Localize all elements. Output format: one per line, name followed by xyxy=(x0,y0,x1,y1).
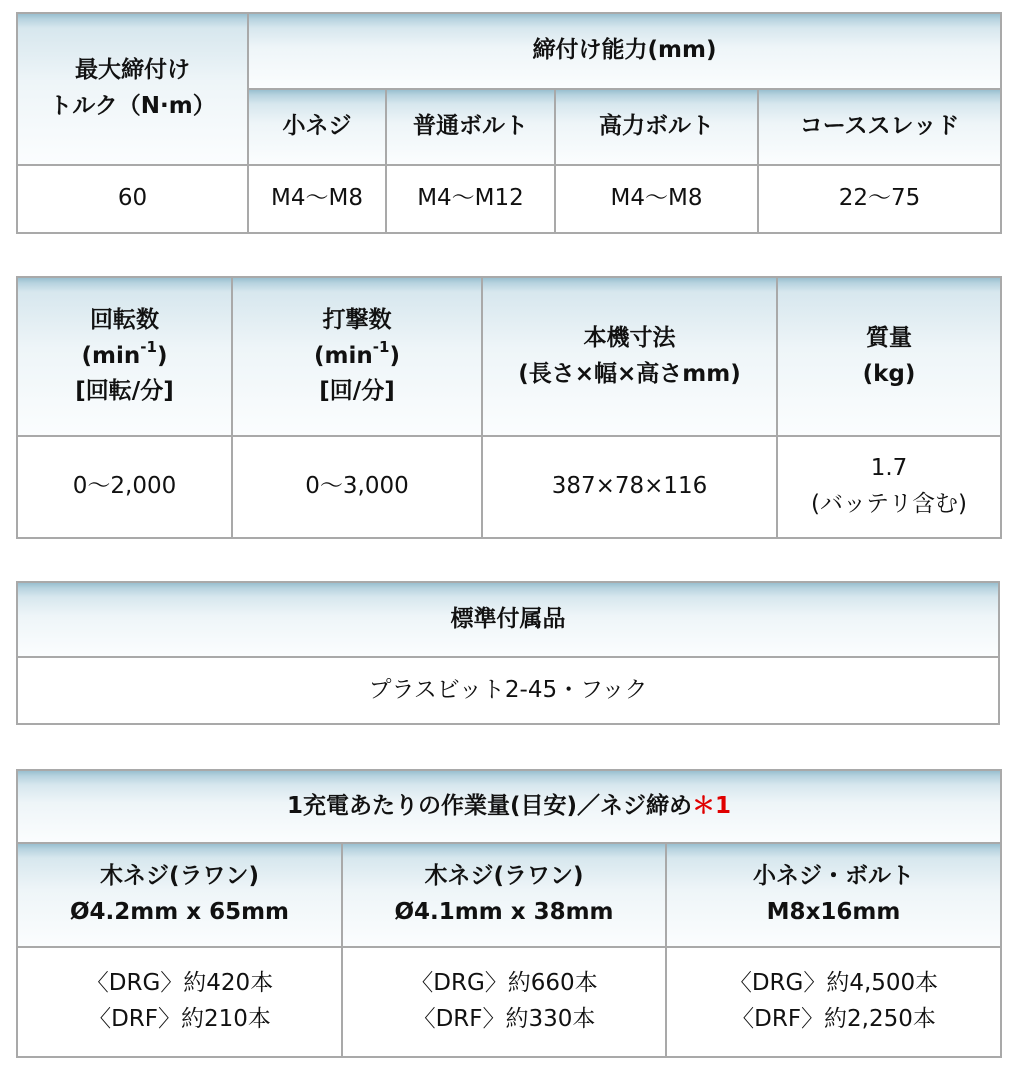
impact-rate-unit-sup: -1 xyxy=(372,338,390,357)
impact-rate-header-unit xyxy=(233,339,481,375)
work-per-charge-title xyxy=(17,770,1001,843)
wood-screw-65-header-line1: 木ネジ(ラワン) xyxy=(99,863,260,890)
work-per-charge-table xyxy=(16,769,1002,1058)
wood-screw-65-header-line2: Ø4.2mm x 65mm xyxy=(69,899,290,925)
wood-screw-65-drf: 〈DRF〉約210本 xyxy=(88,1006,271,1032)
rotation-speed-header-line1: 回転数 xyxy=(90,307,159,334)
machine-screw-bolt-drf: 〈DRF〉約2,250本 xyxy=(731,1006,936,1032)
mass-value xyxy=(777,436,1001,538)
max-torque-value: 60 xyxy=(17,165,248,233)
machine-screw-bolt-header-line1: 小ネジ・ボルト xyxy=(753,863,915,890)
accessories-header: 標準付属品 xyxy=(17,582,999,657)
rotation-speed-header-unit xyxy=(18,339,231,375)
rotation-speed-unit-suffix: ) xyxy=(156,342,168,369)
small-screw-value: M4〜M8 xyxy=(248,165,386,233)
high-strength-bolt-value: M4〜M8 xyxy=(555,165,758,233)
wood-screw-38-drg: 〈DRG〉約660本 xyxy=(410,970,598,997)
impact-rate-value: 0〜3,000 xyxy=(232,436,482,538)
impact-rate-header xyxy=(232,277,482,436)
machine-screw-bolt-header-line2: M8x16mm xyxy=(766,899,901,925)
work-per-charge-title-text: 1充電あたりの作業量(目安)／ネジ締め xyxy=(286,792,693,819)
rotation-speed-unit-prefix: (min xyxy=(81,342,141,369)
wood-screw-65-header xyxy=(17,843,342,947)
impact-rate-header-line1: 打撃数 xyxy=(322,307,392,334)
rotation-speed-header xyxy=(17,277,232,436)
fastening-capacity-table xyxy=(16,12,1002,234)
wood-screw-38-header-line2: Ø4.1mm x 38mm xyxy=(394,899,614,925)
wood-screw-38-header xyxy=(342,843,666,947)
dimensions-value: 387×78×116 xyxy=(482,436,777,538)
high-strength-bolt-header: 高力ボルト xyxy=(555,89,758,165)
mass-value-line2: (バッテリ含む) xyxy=(811,491,967,517)
impact-rate-unit-suffix: ) xyxy=(389,342,400,369)
coarse-thread-value: 22〜75 xyxy=(758,165,1001,233)
small-screw-header: 小ネジ xyxy=(248,89,386,165)
dimensions-header-line2: (長さ×幅×高さmm) xyxy=(518,360,741,387)
rotation-speed-unit-sup: -1 xyxy=(140,338,157,357)
rotation-speed-header-line3: [回転/分] xyxy=(75,378,174,405)
wood-screw-38-counts xyxy=(342,947,666,1057)
wood-screw-65-drg: 〈DRG〉約420本 xyxy=(85,970,274,997)
wood-screw-65-counts xyxy=(17,947,342,1057)
impact-rate-header-line3: [回/分] xyxy=(319,378,395,405)
mass-value-line1: 1.7 xyxy=(870,455,908,482)
machine-screw-bolt-drg: 〈DRG〉約4,500本 xyxy=(728,970,939,997)
machine-screw-bolt-counts xyxy=(666,947,1001,1057)
max-torque-header-line2: トルク（N·m） xyxy=(49,93,216,119)
mass-header-line1: 質量 xyxy=(866,324,912,351)
capacity-header: 締付け能力(mm) xyxy=(248,13,1001,89)
accessories-table xyxy=(16,581,1000,725)
max-torque-header-line1: 最大締付け xyxy=(75,57,190,84)
normal-bolt-header: 普通ボルト xyxy=(386,89,555,165)
specifications-table xyxy=(16,276,1002,539)
accessories-value: プラスビット2-45・フック xyxy=(17,657,999,724)
impact-rate-unit-prefix: (min xyxy=(314,342,373,369)
dimensions-header xyxy=(482,277,777,436)
max-torque-header xyxy=(17,13,248,165)
normal-bolt-value: M4〜M12 xyxy=(386,165,555,233)
rotation-speed-value: 0〜2,000 xyxy=(17,436,232,538)
dimensions-header-line1: 本機寸法 xyxy=(583,324,676,351)
wood-screw-38-drf: 〈DRF〉約330本 xyxy=(412,1006,596,1032)
footnote-marker: ＊1 xyxy=(692,792,732,819)
coarse-thread-header: コーススレッド xyxy=(758,89,1001,165)
wood-screw-38-header-line1: 木ネジ(ラワン) xyxy=(424,863,584,890)
mass-header xyxy=(777,277,1001,436)
machine-screw-bolt-header xyxy=(666,843,1001,947)
mass-header-line2: (kg) xyxy=(862,360,916,387)
